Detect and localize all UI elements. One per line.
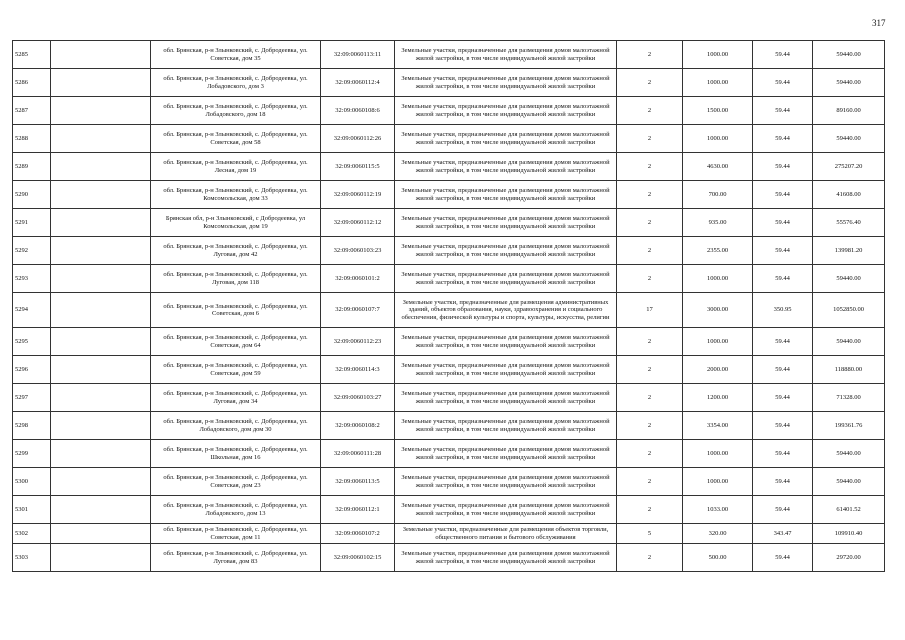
row-address: обл. Брянская, р-н Злынковский, с. Добродеевка, ул. Школьная, дом 16 [151, 440, 321, 468]
row-cadastral-number: 32:09:0060103:23 [321, 237, 395, 265]
row-land-use: Земельные участки, предназначенные для размещения домов малоэтажной жилой застройки, в том числе индивидуальной жилой застройки [395, 153, 617, 181]
row-group: 2 [617, 97, 683, 125]
spacer-cell [51, 41, 151, 69]
row-rate: 59.44 [753, 356, 813, 384]
row-cadastral-value: 29720.00 [813, 544, 885, 572]
table-row [13, 265, 885, 293]
row-area: 3354.00 [683, 412, 753, 440]
row-land-use: Земельные участки, предназначенные для размещения домов малоэтажной жилой застройки, в том числе индивидуальной жилой застройки [395, 328, 617, 356]
table-row [13, 524, 885, 544]
row-group: 2 [617, 328, 683, 356]
spacer-cell [51, 356, 151, 384]
row-id: 5300 [13, 468, 51, 496]
row-land-use: Земельные участки, предназначенные для размещения домов малоэтажной жилой застройки, в том числе индивидуальной жилой застройки [395, 97, 617, 125]
row-group: 2 [617, 496, 683, 524]
spacer-cell [51, 412, 151, 440]
row-cadastral-value: 59440.00 [813, 41, 885, 69]
row-address: обл. Брянская, р-н Злынковский, с. Добродеевка, ул. Советская, дом 11 [151, 524, 321, 544]
row-id: 5285 [13, 41, 51, 69]
row-land-use: Земельные участки, предназначенные для размещения домов малоэтажной жилой застройки, в том числе индивидуальной жилой застройки [395, 496, 617, 524]
row-cadastral-value: 199361.76 [813, 412, 885, 440]
row-land-use: Земельные участки, предназначенные для размещения домов малоэтажной жилой застройки, в том числе индивидуальной жилой застройки [395, 237, 617, 265]
row-area: 320.00 [683, 524, 753, 544]
table-row [13, 544, 885, 572]
row-area: 4630.00 [683, 153, 753, 181]
spacer-cell [51, 496, 151, 524]
spacer-cell [51, 524, 151, 544]
row-cadastral-number: 32:09:0060112:19 [321, 181, 395, 209]
row-rate: 343.47 [753, 524, 813, 544]
row-group: 2 [617, 468, 683, 496]
row-group: 5 [617, 524, 683, 544]
row-group: 2 [617, 412, 683, 440]
row-id: 5301 [13, 496, 51, 524]
spacer-cell [51, 384, 151, 412]
row-rate: 59.44 [753, 209, 813, 237]
row-address: обл. Брянская, р-н Злынковский, с. Добродеевка, ул. Советская, дом 35 [151, 41, 321, 69]
table-row [13, 237, 885, 265]
row-rate: 59.44 [753, 97, 813, 125]
row-id: 5294 [13, 293, 51, 328]
row-cadastral-value: 118880.00 [813, 356, 885, 384]
row-rate: 59.44 [753, 544, 813, 572]
row-cadastral-value: 59440.00 [813, 265, 885, 293]
row-area: 500.00 [683, 544, 753, 572]
row-address: обл. Брянская, р-н Злынковский, с. Добродеевка, ул. Комсомольская, дом 33 [151, 181, 321, 209]
table-row [13, 181, 885, 209]
row-cadastral-value: 55576.40 [813, 209, 885, 237]
spacer-cell [51, 440, 151, 468]
row-id: 5299 [13, 440, 51, 468]
row-rate: 59.44 [753, 265, 813, 293]
row-area: 2355.00 [683, 237, 753, 265]
row-group: 2 [617, 69, 683, 97]
row-address: обл. Брянская, р-н Злынковский, с. Добродеевка, ул. Луговая, дом 34 [151, 384, 321, 412]
row-rate: 59.44 [753, 41, 813, 69]
row-id: 5288 [13, 125, 51, 153]
row-rate: 59.44 [753, 384, 813, 412]
row-rate: 59.44 [753, 328, 813, 356]
row-cadastral-number: 32:09:0060113:5 [321, 468, 395, 496]
spacer-cell [51, 328, 151, 356]
row-rate: 59.44 [753, 237, 813, 265]
row-rate: 59.44 [753, 468, 813, 496]
table-body [13, 41, 885, 572]
row-id: 5297 [13, 384, 51, 412]
row-rate: 350.95 [753, 293, 813, 328]
row-rate: 59.44 [753, 496, 813, 524]
row-address: обл. Брянская, р-н Злынковский, с. Добродеевка, ул. Лесная, дом 19 [151, 153, 321, 181]
row-rate: 59.44 [753, 412, 813, 440]
row-group: 2 [617, 237, 683, 265]
row-cadastral-value: 1052850.00 [813, 293, 885, 328]
table-row [13, 384, 885, 412]
row-cadastral-value: 139981.20 [813, 237, 885, 265]
row-land-use: Земельные участки, предназначенные для размещения домов малоэтажной жилой застройки, в том числе индивидуальной жилой застройки [395, 265, 617, 293]
row-land-use: Земельные участки, предназначенные для размещения домов малоэтажной жилой застройки, в том числе индивидуальной жилой застройки [395, 209, 617, 237]
row-land-use: Земельные участки, предназначенные для размещения домов малоэтажной жилой застройки, в том числе индивидуальной жилой застройки [395, 440, 617, 468]
row-land-use: Земельные участки, предназначенные для размещения домов малоэтажной жилой застройки, в том числе индивидуальной жилой застройки [395, 468, 617, 496]
table-row [13, 125, 885, 153]
row-cadastral-number: 32:09:0060111:28 [321, 440, 395, 468]
row-area: 1000.00 [683, 440, 753, 468]
row-area: 1000.00 [683, 468, 753, 496]
row-cadastral-number: 32:09:0060112:4 [321, 69, 395, 97]
cadastral-value-table [12, 40, 885, 572]
spacer-cell [51, 153, 151, 181]
row-id: 5291 [13, 209, 51, 237]
table-row [13, 41, 885, 69]
row-area: 700.00 [683, 181, 753, 209]
row-rate: 59.44 [753, 69, 813, 97]
row-cadastral-number: 32:09:0060112:12 [321, 209, 395, 237]
row-address: обл. Брянская, р-н Злынковский, с. Добродеевка, ул. Лобадовского, дом дом 30 [151, 412, 321, 440]
row-area: 1000.00 [683, 328, 753, 356]
row-rate: 59.44 [753, 181, 813, 209]
row-area: 1000.00 [683, 265, 753, 293]
row-land-use: Земельные участки, предназначенные для размещения домов малоэтажной жилой застройки, в том числе индивидуальной жилой застройки [395, 384, 617, 412]
row-id: 5295 [13, 328, 51, 356]
row-id: 5296 [13, 356, 51, 384]
row-id: 5290 [13, 181, 51, 209]
row-cadastral-value: 61401.52 [813, 496, 885, 524]
row-id: 5286 [13, 69, 51, 97]
row-cadastral-value: 109910.40 [813, 524, 885, 544]
row-address: обл. Брянская, р-н Злынковский, с. Добродеевка, ул. Советская, дом 64 [151, 328, 321, 356]
row-address: обл. Брянская, р-н Злынковский, с. Добродеевка, ул. Советская, дом 23 [151, 468, 321, 496]
spacer-cell [51, 69, 151, 97]
row-group: 2 [617, 265, 683, 293]
row-cadastral-number: 32:09:0060107:7 [321, 293, 395, 328]
spacer-cell [51, 468, 151, 496]
table-row [13, 69, 885, 97]
row-cadastral-number: 32:09:0060108:6 [321, 97, 395, 125]
row-cadastral-value: 59440.00 [813, 440, 885, 468]
row-area: 3000.00 [683, 293, 753, 328]
row-cadastral-number: 32:09:0060103:27 [321, 384, 395, 412]
row-id: 5287 [13, 97, 51, 125]
table-row [13, 356, 885, 384]
table-row [13, 440, 885, 468]
row-group: 2 [617, 181, 683, 209]
row-area: 1000.00 [683, 125, 753, 153]
row-cadastral-number: 32:09:0060108:2 [321, 412, 395, 440]
row-area: 2000.00 [683, 356, 753, 384]
row-cadastral-number: 32:09:0060112:1 [321, 496, 395, 524]
row-cadastral-number: 32:09:0060112:26 [321, 125, 395, 153]
row-area: 935.00 [683, 209, 753, 237]
table-row [13, 209, 885, 237]
row-land-use: Земельные участки, предназначенные для размещения домов малоэтажной жилой застройки, в том числе индивидуальной жилой застройки [395, 69, 617, 97]
row-cadastral-value: 89160.00 [813, 97, 885, 125]
row-id: 5302 [13, 524, 51, 544]
row-area: 1033.00 [683, 496, 753, 524]
spacer-cell [51, 237, 151, 265]
row-id: 5293 [13, 265, 51, 293]
row-group: 2 [617, 125, 683, 153]
spacer-cell [51, 209, 151, 237]
table-row [13, 468, 885, 496]
spacer-cell [51, 544, 151, 572]
row-land-use: Земельные участки, предназначенные для размещения домов малоэтажной жилой застройки, в том числе индивидуальной жилой застройки [395, 412, 617, 440]
row-cadastral-number: 32:09:0060115:5 [321, 153, 395, 181]
row-address: обл. Брянская, р-н Злынковский, с. Добродеевка, ул. Лобадовского, дом 18 [151, 97, 321, 125]
row-land-use: Земельные участки, предназначенные для размещения домов малоэтажной жилой застройки, в том числе индивидуальной жилой застройки [395, 356, 617, 384]
row-id: 5289 [13, 153, 51, 181]
spacer-cell [51, 293, 151, 328]
row-cadastral-value: 275207.20 [813, 153, 885, 181]
row-cadastral-value: 59440.00 [813, 328, 885, 356]
row-cadastral-number: 32:09:0060101:2 [321, 265, 395, 293]
table-row [13, 412, 885, 440]
row-id: 5298 [13, 412, 51, 440]
row-address: Брянская обл, р-н Злынковский, с Добродеевка, ул Комсомольская, дом 19 [151, 209, 321, 237]
row-rate: 59.44 [753, 440, 813, 468]
row-land-use: Земельные участки, предназначенные для размещения объектов торговли, общественного питания и бытового обслуживания [395, 524, 617, 544]
row-address: обл. Брянская, р-н Злынковский, с. Добродеевка, ул. Советская, дом 59 [151, 356, 321, 384]
row-address: обл. Брянская, р-н Злынковский, с. Добродеевка, ул. Луговая, дом 83 [151, 544, 321, 572]
row-rate: 59.44 [753, 153, 813, 181]
spacer-cell [51, 265, 151, 293]
row-group: 2 [617, 544, 683, 572]
row-cadastral-number: 32:09:0060112:23 [321, 328, 395, 356]
row-address: обл. Брянская, р-н Злынковский, с. Добродеевка, ул. Луговая, дом 42 [151, 237, 321, 265]
row-area: 1000.00 [683, 41, 753, 69]
row-cadastral-number: 32:09:0060114:3 [321, 356, 395, 384]
table-row [13, 496, 885, 524]
row-address: обл. Брянская, р-н Злынковский, с. Добродеевка, ул. Лобадовского, дом 13 [151, 496, 321, 524]
page-number: 317 [872, 18, 886, 28]
row-land-use: Земельные участки, предназначенные для размещения домов малоэтажной жилой застройки, в том числе индивидуальной жилой застройки [395, 125, 617, 153]
row-land-use: Земельные участки, предназначенные для размещения административных зданий, объектов образования, науки, здравоохранения и социального обеспечения, физической культуры и спорта, культуры, искусства, религии [395, 293, 617, 328]
table-row [13, 97, 885, 125]
row-cadastral-value: 59440.00 [813, 69, 885, 97]
row-group: 17 [617, 293, 683, 328]
table-row [13, 153, 885, 181]
spacer-cell [51, 97, 151, 125]
row-group: 2 [617, 384, 683, 412]
spacer-cell [51, 125, 151, 153]
row-cadastral-number: 32:09:0060102:15 [321, 544, 395, 572]
row-id: 5292 [13, 237, 51, 265]
row-cadastral-value: 59440.00 [813, 468, 885, 496]
row-group: 2 [617, 209, 683, 237]
spacer-cell [51, 181, 151, 209]
row-cadastral-value: 41608.00 [813, 181, 885, 209]
row-address: обл. Брянская, р-н Злынковский, с. Добродеевка, ул. Лобадовского, дом 3 [151, 69, 321, 97]
row-cadastral-value: 59440.00 [813, 125, 885, 153]
row-id: 5303 [13, 544, 51, 572]
row-address: обл. Брянская, р-н Злынковский, с. Добродеевка, ул. Советская, дом 58 [151, 125, 321, 153]
row-group: 2 [617, 153, 683, 181]
row-cadastral-number: 32:09:0060113:11 [321, 41, 395, 69]
row-group: 2 [617, 440, 683, 468]
row-group: 2 [617, 41, 683, 69]
row-land-use: Земельные участки, предназначенные для размещения домов малоэтажной жилой застройки, в том числе индивидуальной жилой застройки [395, 544, 617, 572]
row-area: 1500.00 [683, 97, 753, 125]
row-address: обл. Брянская, р-н Злынковский, с. Добродеевка, ул. Советская, дом 6 [151, 293, 321, 328]
row-group: 2 [617, 356, 683, 384]
row-address: обл. Брянская, р-н Злынковский, с. Добродеевка, ул. Луговая, дом 118 [151, 265, 321, 293]
row-rate: 59.44 [753, 125, 813, 153]
row-cadastral-number: 32:09:0060107:2 [321, 524, 395, 544]
row-cadastral-value: 71328.00 [813, 384, 885, 412]
row-land-use: Земельные участки, предназначенные для размещения домов малоэтажной жилой застройки, в том числе индивидуальной жилой застройки [395, 41, 617, 69]
row-area: 1000.00 [683, 69, 753, 97]
row-land-use: Земельные участки, предназначенные для размещения домов малоэтажной жилой застройки, в том числе индивидуальной жилой застройки [395, 181, 617, 209]
row-area: 1200.00 [683, 384, 753, 412]
table-row [13, 328, 885, 356]
table-row [13, 293, 885, 328]
